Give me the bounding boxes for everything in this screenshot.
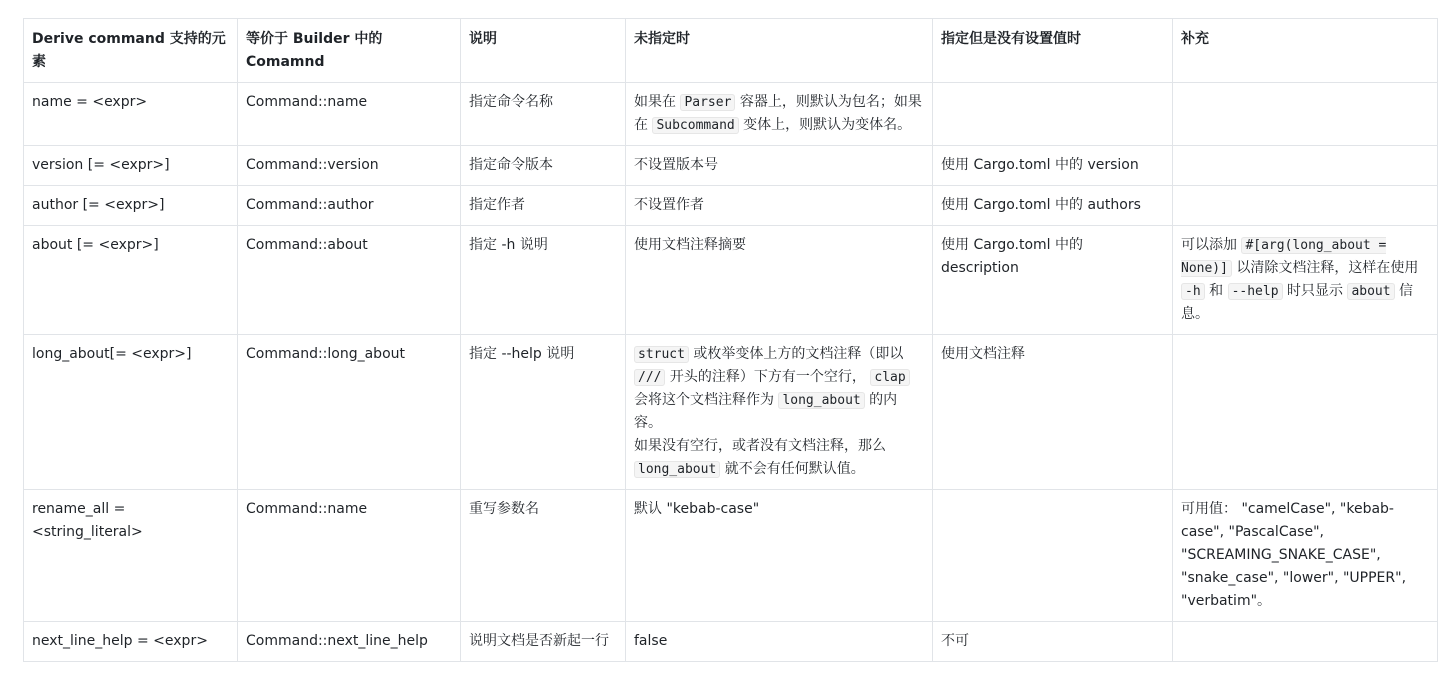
text-segment: 信息。 [1181, 283, 1414, 322]
table-row [24, 146, 1438, 186]
cell-no-value: 使用 Cargo.toml 中的 authors [933, 186, 1173, 226]
inline-code: /// [634, 369, 665, 386]
cell-builder: Command::name [238, 83, 461, 146]
cell-unspecified: 默认 "kebab-case" [626, 490, 933, 622]
cell-element: about [= <expr>] [24, 226, 238, 335]
cell-description: 说明文档是否新起一行 [461, 622, 626, 662]
cell-unspecified: 不设置作者 [626, 186, 933, 226]
cell-description: 指定命令版本 [461, 146, 626, 186]
cell-extra: 可用值： "camelCase", "kebab-case", "PascalCase", "SCREAMING_SNAKE_CASE", "snake_case", "lower", "UPPER", "verbatim"。 [1173, 490, 1438, 622]
table-row [24, 622, 1438, 662]
table-row [24, 226, 1438, 335]
header-element: Derive command 支持的元素 [24, 19, 238, 83]
inline-code: clap [870, 369, 909, 386]
cell-description: 指定作者 [461, 186, 626, 226]
text-segment: 会将这个文档注释作为 [634, 392, 779, 408]
cell-no-value: 使用 Cargo.toml 中的 version [933, 146, 1173, 186]
text-segment: 容器上，则默认为包名；如果在 [634, 94, 922, 133]
cell-extra [1173, 186, 1438, 226]
cell-element: next_line_help = <expr> [24, 622, 238, 662]
cell-builder: Command::about [238, 226, 461, 335]
cell-description: 指定命令名称 [461, 83, 626, 146]
text-segment: 时只显示 [1282, 283, 1348, 299]
cell-no-value: 使用文档注释 [933, 335, 1173, 490]
inline-code: Subcommand [652, 117, 738, 134]
text-segment: 开头的注释）下方有一个空行， [665, 369, 871, 385]
cell-builder: Command::author [238, 186, 461, 226]
header-unspecified: 未指定时 [626, 19, 933, 83]
cell-element: name = <expr> [24, 83, 238, 146]
cell-element: author [= <expr>] [24, 186, 238, 226]
text-segment: 以清除文档注释，这样在使用 [1231, 260, 1419, 276]
cell-no-value: 不可 [933, 622, 1173, 662]
cell-description: 重写参数名 [461, 490, 626, 622]
inline-code: #[arg(long_about = None)] [1181, 238, 1387, 276]
cell-builder: Command::next_line_help [238, 622, 461, 662]
header-description: 说明 [461, 19, 626, 83]
cell-no-value [933, 83, 1173, 146]
cell-unspecified [626, 335, 933, 490]
cell-builder: Command::name [238, 490, 461, 622]
cell-description: 指定 -h 说明 [461, 226, 626, 335]
table-row [24, 186, 1438, 226]
cell-no-value: 使用 Cargo.toml 中的 description [933, 226, 1173, 335]
text-segment: 如果没有空行，或者没有文档注释，那么 [634, 438, 886, 454]
inline-code: -h [1181, 283, 1205, 300]
table-header-row [24, 19, 1438, 83]
table-row [24, 83, 1438, 146]
cell-builder: Command::long_about [238, 335, 461, 490]
cell-description: 指定 --help 说明 [461, 335, 626, 490]
text-segment: 和 [1204, 283, 1228, 299]
inline-code: struct [634, 346, 689, 363]
cell-extra [1173, 335, 1438, 490]
table-row [24, 335, 1438, 490]
cell-unspecified [626, 83, 933, 146]
cell-extra [1173, 146, 1438, 186]
text-segment: 或枚举变体上方的文档注释（即以 [688, 346, 904, 362]
inline-code: Parser [680, 94, 735, 111]
header-extra: 补充 [1173, 19, 1438, 83]
inline-code: long_about [634, 461, 720, 478]
cell-extra [1173, 622, 1438, 662]
cell-extra [1173, 226, 1438, 335]
cell-element: long_about[= <expr>] [24, 335, 238, 490]
text-segment: 就不会有任何默认值。 [720, 461, 865, 477]
cell-no-value [933, 490, 1173, 622]
table-row [24, 490, 1438, 622]
text-segment: 可以添加 [1181, 237, 1242, 253]
inline-code: about [1347, 283, 1394, 300]
attributes-table [23, 18, 1438, 662]
cell-unspecified: false [626, 622, 933, 662]
inline-code: --help [1228, 283, 1283, 300]
inline-code: long_about [778, 392, 864, 409]
cell-element: version [= <expr>] [24, 146, 238, 186]
cell-element: rename_all = <string_literal> [24, 490, 238, 622]
cell-extra [1173, 83, 1438, 146]
cell-builder: Command::version [238, 146, 461, 186]
header-builder: 等价于 Builder 中的 Comamnd [238, 19, 461, 83]
cell-unspecified: 不设置版本号 [626, 146, 933, 186]
text-segment: 如果在 [634, 94, 681, 110]
header-no-value: 指定但是没有设置值时 [933, 19, 1173, 83]
cell-unspecified: 使用文档注释摘要 [626, 226, 933, 335]
text-segment: 变体上，则默认为变体名。 [738, 117, 912, 133]
text-segment: 的内容。 [634, 392, 898, 431]
